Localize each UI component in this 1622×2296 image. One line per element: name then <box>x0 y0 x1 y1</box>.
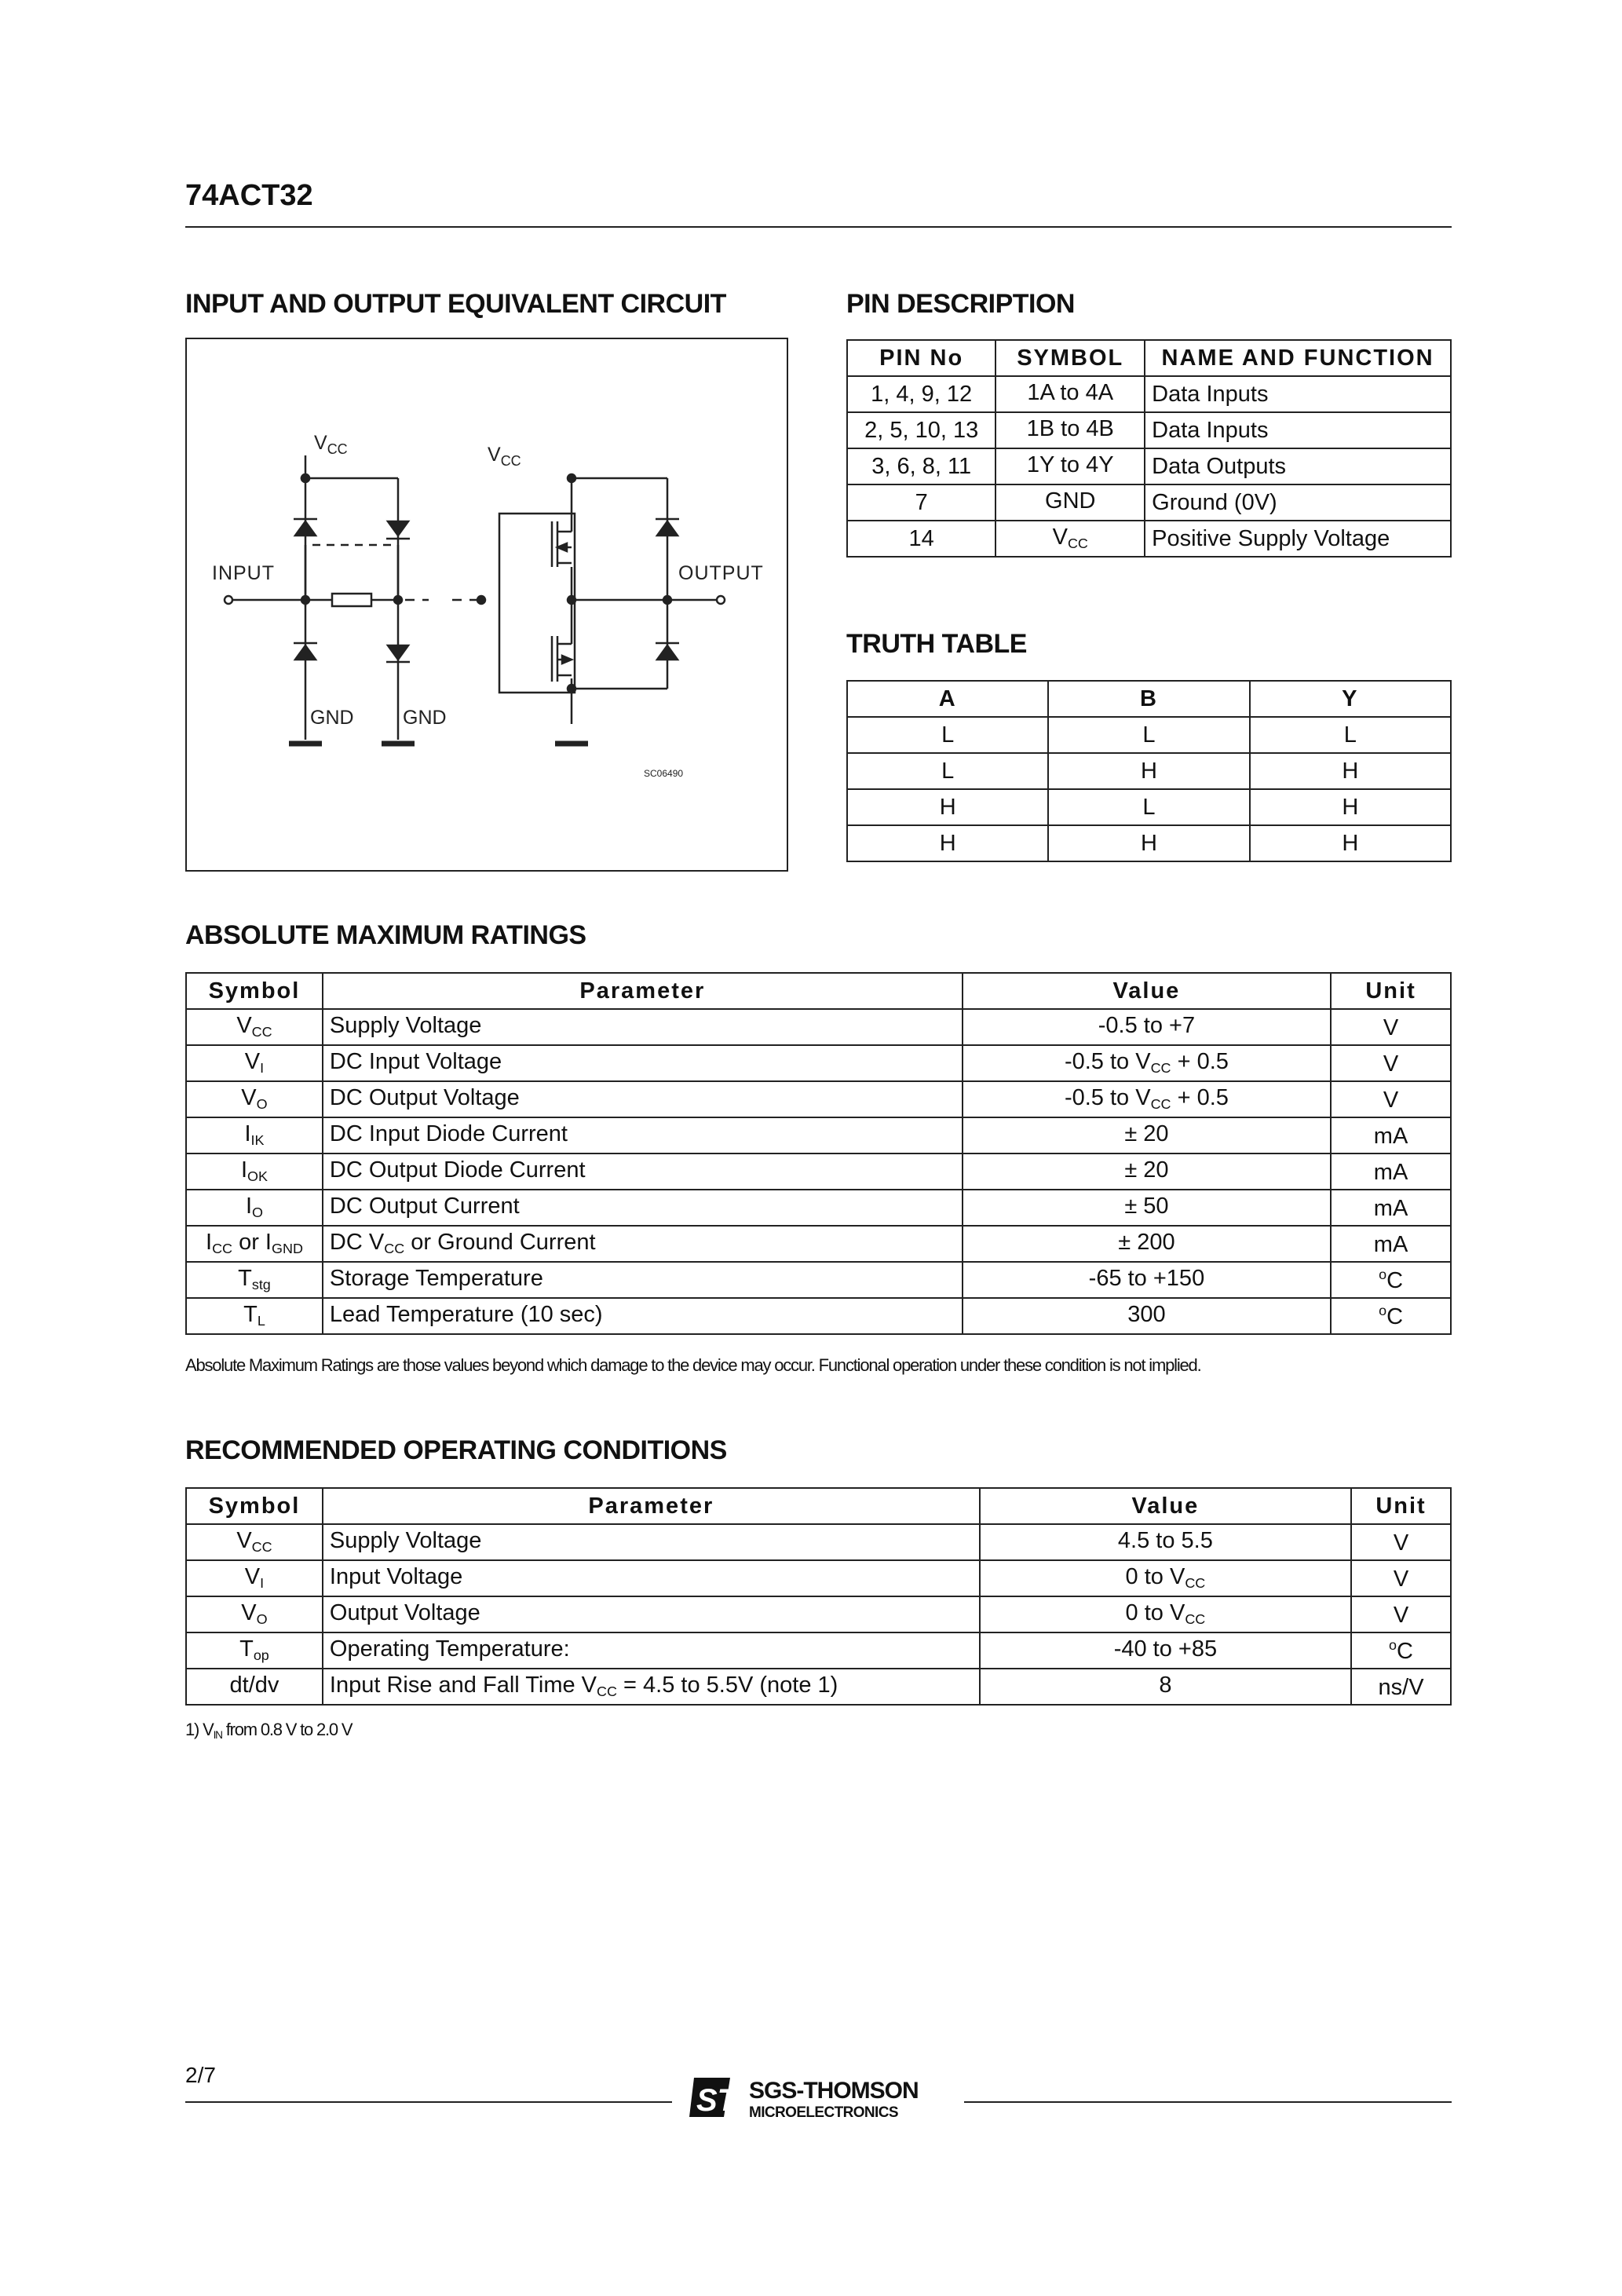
abs-max-heading: ABSOLUTE MAXIMUM RATINGS <box>185 920 586 950</box>
brand-name: SGS-THOMSON <box>749 2078 919 2104</box>
value-cell <box>963 1153 1331 1190</box>
table-row <box>186 1081 1451 1117</box>
symbol-text: V <box>1052 525 1068 550</box>
function-cell: Positive Supply Voltage <box>1145 521 1451 557</box>
parameter-cell <box>323 1298 963 1334</box>
symbol-cell <box>186 1669 323 1705</box>
unit-cell <box>1351 1524 1451 1560</box>
footer-rule-left <box>185 2101 672 2103</box>
symbol-text: V <box>236 1528 252 1554</box>
table-row <box>186 1009 1451 1045</box>
parameter-text: Supply Voltage <box>329 1528 482 1554</box>
pin-description-table <box>846 339 1452 558</box>
parameter-cell <box>323 1045 963 1081</box>
symbol-subscript: CC <box>251 1024 272 1040</box>
symbol-subscript: L <box>257 1313 265 1329</box>
symbol-subscript: CC <box>212 1241 233 1257</box>
parameter-text: Supply Voltage <box>329 1013 482 1039</box>
parameter-text: DC Input Diode Current <box>329 1121 568 1147</box>
header-cell: Value <box>963 973 1331 1009</box>
value-cell <box>980 1596 1351 1632</box>
parameter-cell <box>323 1190 963 1226</box>
symbol-subscript: GND <box>271 1241 303 1257</box>
unit-cell <box>1331 1190 1451 1226</box>
st-logo <box>683 2073 954 2123</box>
header-cell: Parameter <box>323 1488 980 1524</box>
symbol-text: I <box>240 1157 247 1183</box>
parameter-text: DC Output Current <box>329 1194 520 1219</box>
header-cell: Unit <box>1331 973 1451 1009</box>
unit-text: C <box>1386 1267 1404 1293</box>
value-cell <box>963 1298 1331 1334</box>
truth-cell: H <box>1250 753 1451 789</box>
function-cell: Data Inputs <box>1145 376 1451 412</box>
symbol-cell <box>186 1560 323 1596</box>
header-cell: Value <box>980 1488 1351 1524</box>
unit-cell <box>1331 1117 1451 1153</box>
gnd-label-1: GND <box>310 707 354 729</box>
symbol-subscript: O <box>256 1611 268 1628</box>
value-cell <box>963 1262 1331 1298</box>
unit-superscript: o <box>1379 1266 1387 1282</box>
symbol-text: I <box>245 1194 252 1219</box>
value-cell <box>980 1560 1351 1596</box>
truth-cell: H <box>1250 789 1451 825</box>
parameter-cell <box>323 1009 963 1045</box>
symbol-subscript: I <box>260 1575 265 1592</box>
unit-cell <box>1331 1262 1451 1298</box>
function-cell: Data Inputs <box>1145 412 1451 448</box>
table-row <box>847 448 1451 484</box>
value-cell <box>980 1669 1351 1705</box>
parameter-cell <box>323 1669 980 1705</box>
value-text: -0.5 to V <box>1064 1085 1151 1111</box>
unit-text: mA <box>1373 1159 1408 1185</box>
table-row <box>186 1298 1451 1334</box>
unit-text: V <box>1393 1566 1409 1592</box>
symbol-subscript: CC <box>1067 536 1088 552</box>
value-text: 0 to V <box>1125 1600 1185 1626</box>
input-label: INPUT <box>212 562 275 584</box>
unit-cell <box>1331 1081 1451 1117</box>
value-subscript: CC <box>1150 1096 1171 1113</box>
table-row <box>847 717 1451 753</box>
parameter-text: Storage Temperature <box>329 1266 543 1292</box>
unit-text: V <box>1383 1051 1399 1077</box>
symbol-subscript: IK <box>250 1132 265 1149</box>
pin-description-heading: PIN DESCRIPTION <box>846 289 1075 319</box>
parameter-cell <box>323 1153 963 1190</box>
truth-cell: H <box>1048 825 1249 861</box>
unit-text: V <box>1393 1530 1409 1556</box>
footer-rule-right <box>964 2101 1452 2103</box>
unit-superscript: o <box>1379 1302 1387 1318</box>
table-row <box>847 789 1451 825</box>
value-text: ± 20 <box>1124 1121 1169 1147</box>
symbol-cell <box>186 1596 323 1632</box>
value-text: ± 50 <box>1124 1194 1169 1219</box>
header-rule <box>185 226 1452 228</box>
brand-division: MICROELECTRONICS <box>749 2104 898 2121</box>
symbol-cell <box>186 1117 323 1153</box>
symbol-subscript: O <box>252 1205 263 1221</box>
symbol-text: V <box>244 1564 261 1590</box>
value-cell <box>963 1009 1331 1045</box>
symbol-cell <box>186 1045 323 1081</box>
table-row <box>186 1153 1451 1190</box>
truth-table <box>846 680 1452 862</box>
pin-number-cell: 7 <box>847 484 995 521</box>
symbol-text: or I <box>232 1230 272 1256</box>
unit-text: mA <box>1373 1123 1408 1149</box>
parameter-subscript: CC <box>384 1241 405 1257</box>
value-subscript: CC <box>1185 1575 1206 1592</box>
parameter-cell <box>323 1596 980 1632</box>
value-text: 0 to V <box>1125 1564 1185 1590</box>
unit-cell <box>1351 1669 1451 1705</box>
abs-max-note: Absolute Maximum Ratings are those values beyond which damage to the device may occur. Functional operation under these condition is not implied. <box>185 1355 1201 1375</box>
truth-cell: L <box>847 753 1048 789</box>
parameter-text: or Ground Current <box>404 1230 596 1256</box>
value-cell <box>980 1632 1351 1669</box>
parameter-cell <box>323 1524 980 1560</box>
symbol-cell <box>186 1190 323 1226</box>
pin-number-cell: 14 <box>847 521 995 557</box>
truth-cell: L <box>1048 789 1249 825</box>
unit-cell <box>1331 1298 1451 1334</box>
symbol-text: I <box>206 1230 213 1256</box>
symbol-cell <box>995 521 1145 557</box>
value-cell <box>963 1045 1331 1081</box>
symbol-cell <box>186 1524 323 1560</box>
symbol-cell <box>186 1632 323 1669</box>
table-row <box>186 1262 1451 1298</box>
unit-text: V <box>1383 1087 1399 1113</box>
header-cell: Unit <box>1351 1488 1451 1524</box>
table-row <box>847 825 1451 861</box>
table-row <box>186 1226 1451 1262</box>
parameter-text: Output Voltage <box>329 1600 480 1626</box>
rec-op-note: 1) $V_{IN}$ from 0.8 V to 2.0 V <box>185 1720 353 1741</box>
parameter-cell <box>323 1117 963 1153</box>
table-row <box>186 1632 1451 1669</box>
symbol-text: I <box>244 1121 251 1147</box>
symbol-text: V <box>236 1013 252 1039</box>
symbol-text: dt/dv <box>229 1673 279 1698</box>
symbol-text: GND <box>1045 488 1096 514</box>
parameter-text: DC V <box>329 1230 385 1256</box>
parameter-text: DC Output Diode Current <box>329 1157 586 1183</box>
part-number-title: 74ACT32 <box>185 179 313 212</box>
table-header-row <box>847 681 1451 717</box>
symbol-text: T <box>243 1302 258 1328</box>
header-cell: Parameter <box>323 973 963 1009</box>
truth-cell: L <box>1048 717 1249 753</box>
parameter-subscript: CC <box>597 1684 617 1700</box>
unit-text: C <box>1397 1638 1413 1664</box>
header-cell: NAME AND FUNCTION <box>1145 340 1451 376</box>
value-cell <box>980 1524 1351 1560</box>
symbol-subscript: op <box>253 1647 269 1664</box>
value-text: + 0.5 <box>1171 1049 1229 1075</box>
vcc-right-label: $V_{CC}$ <box>488 444 521 469</box>
output-label: OUTPUT <box>678 562 764 584</box>
value-text: -40 to +85 <box>1113 1636 1218 1662</box>
symbol-subscript: I <box>260 1060 265 1077</box>
function-cell: Ground (0V) <box>1145 484 1451 521</box>
table-row <box>186 1524 1451 1560</box>
table-row <box>847 484 1451 521</box>
table-header-row <box>186 973 1451 1009</box>
unit-cell <box>1331 1153 1451 1190</box>
unit-superscript: o <box>1389 1636 1397 1653</box>
symbol-text: T <box>239 1636 254 1662</box>
value-subscript: CC <box>1185 1611 1206 1628</box>
parameter-text: DC Input Voltage <box>329 1049 502 1075</box>
symbol-text: 1Y to 4Y <box>1026 452 1114 478</box>
parameter-text: Input Voltage <box>329 1564 463 1590</box>
value-text: -0.5 to V <box>1064 1049 1151 1075</box>
unit-text: V <box>1393 1602 1409 1628</box>
truth-cell: L <box>847 717 1048 753</box>
symbol-subscript: CC <box>251 1539 272 1556</box>
truth-table-heading: TRUTH TABLE <box>846 629 1027 659</box>
abs-max-table <box>185 972 1452 1335</box>
header-cell: B <box>1048 681 1249 717</box>
symbol-cell <box>186 1262 323 1298</box>
value-text: -0.5 to +7 <box>1098 1013 1196 1039</box>
pin-number-cell: 2, 5, 10, 13 <box>847 412 995 448</box>
table-row <box>847 753 1451 789</box>
unit-text: mA <box>1373 1195 1408 1221</box>
header-cell: SYMBOL <box>995 340 1145 376</box>
table-row <box>186 1560 1451 1596</box>
value-cell <box>963 1190 1331 1226</box>
truth-cell: H <box>1048 753 1249 789</box>
table-header-row <box>847 340 1451 376</box>
unit-cell <box>1351 1632 1451 1669</box>
symbol-cell <box>186 1009 323 1045</box>
table-row <box>186 1190 1451 1226</box>
st-logo-icon <box>683 2073 954 2123</box>
truth-cell: H <box>847 789 1048 825</box>
value-cell <box>963 1081 1331 1117</box>
symbol-cell <box>995 412 1145 448</box>
symbol-text: 1A to 4A <box>1027 380 1114 406</box>
circuit-svg <box>187 339 787 870</box>
parameter-text: = 4.5 to 5.5V (note 1) <box>616 1673 838 1698</box>
unit-text: mA <box>1373 1231 1408 1257</box>
table-row <box>186 1669 1451 1705</box>
symbol-cell <box>995 376 1145 412</box>
parameter-cell <box>323 1560 980 1596</box>
table-row <box>186 1117 1451 1153</box>
symbol-cell <box>995 448 1145 484</box>
header-cell: Symbol <box>186 1488 323 1524</box>
parameter-cell <box>323 1226 963 1262</box>
symbol-text: V <box>244 1049 261 1075</box>
symbol-cell <box>186 1226 323 1262</box>
table-row <box>847 376 1451 412</box>
parameter-text: Lead Temperature (10 sec) <box>329 1302 603 1328</box>
rec-op-heading: RECOMMENDED OPERATING CONDITIONS <box>185 1435 727 1465</box>
table-header-row <box>186 1488 1451 1524</box>
equivalent-circuit-diagram <box>185 338 788 872</box>
unit-cell <box>1331 1045 1451 1081</box>
parameter-cell <box>323 1632 980 1669</box>
table-row <box>847 412 1451 448</box>
header-cell: A <box>847 681 1048 717</box>
value-cell <box>963 1226 1331 1262</box>
value-text: -65 to +150 <box>1088 1266 1205 1292</box>
value-text: ± 20 <box>1124 1157 1169 1183</box>
header-cell: Y <box>1250 681 1451 717</box>
circuit-heading: INPUT AND OUTPUT EQUIVALENT CIRCUIT <box>185 289 726 319</box>
symbol-subscript: OK <box>247 1168 268 1185</box>
header-cell: Symbol <box>186 973 323 1009</box>
value-text: 8 <box>1159 1673 1172 1698</box>
value-text: 4.5 to 5.5 <box>1117 1528 1213 1554</box>
symbol-cell <box>186 1298 323 1334</box>
symbol-subscript: stg <box>251 1277 271 1293</box>
symbol-text: T <box>238 1266 252 1292</box>
table-row <box>186 1596 1451 1632</box>
parameter-text: Input Rise and Fall Time V <box>329 1673 597 1698</box>
function-cell: Data Outputs <box>1145 448 1451 484</box>
truth-cell: H <box>847 825 1048 861</box>
value-text: + 0.5 <box>1171 1085 1229 1111</box>
svg-text:ST: ST <box>696 2083 737 2118</box>
parameter-text: DC Output Voltage <box>329 1085 520 1111</box>
value-cell <box>963 1117 1331 1153</box>
unit-text: V <box>1383 1015 1399 1040</box>
parameter-cell <box>323 1081 963 1117</box>
symbol-cell <box>186 1153 323 1190</box>
rec-op-table <box>185 1487 1452 1706</box>
pin-number-cell: 3, 6, 8, 11 <box>847 448 995 484</box>
unit-cell <box>1331 1009 1451 1045</box>
symbol-cell <box>186 1081 323 1117</box>
value-text: 300 <box>1127 1302 1166 1328</box>
truth-cell: L <box>1250 717 1451 753</box>
vcc-left-label: $V_{CC}$ <box>314 432 348 457</box>
symbol-text: V <box>241 1085 257 1111</box>
value-subscript: CC <box>1150 1060 1171 1077</box>
symbol-subscript: O <box>256 1096 268 1113</box>
unit-cell <box>1351 1596 1451 1632</box>
symbol-text: V <box>241 1600 257 1626</box>
table-row <box>847 521 1451 557</box>
circuit-code-label: SC06490 <box>644 768 684 779</box>
unit-cell <box>1351 1560 1451 1596</box>
gnd-label-2: GND <box>403 707 447 729</box>
parameter-cell <box>323 1262 963 1298</box>
symbol-text: 1B to 4B <box>1026 416 1114 442</box>
header-cell: PIN No <box>847 340 995 376</box>
table-row <box>186 1045 1451 1081</box>
parameter-text: Operating Temperature: <box>329 1636 570 1662</box>
unit-text: C <box>1386 1303 1404 1329</box>
unit-text: ns/V <box>1378 1674 1424 1700</box>
value-text: ± 200 <box>1118 1230 1175 1256</box>
truth-cell: H <box>1250 825 1451 861</box>
unit-cell <box>1331 1226 1451 1262</box>
pin-number-cell: 1, 4, 9, 12 <box>847 376 995 412</box>
symbol-cell <box>995 484 1145 521</box>
page-number: 2/7 <box>185 2063 216 2087</box>
